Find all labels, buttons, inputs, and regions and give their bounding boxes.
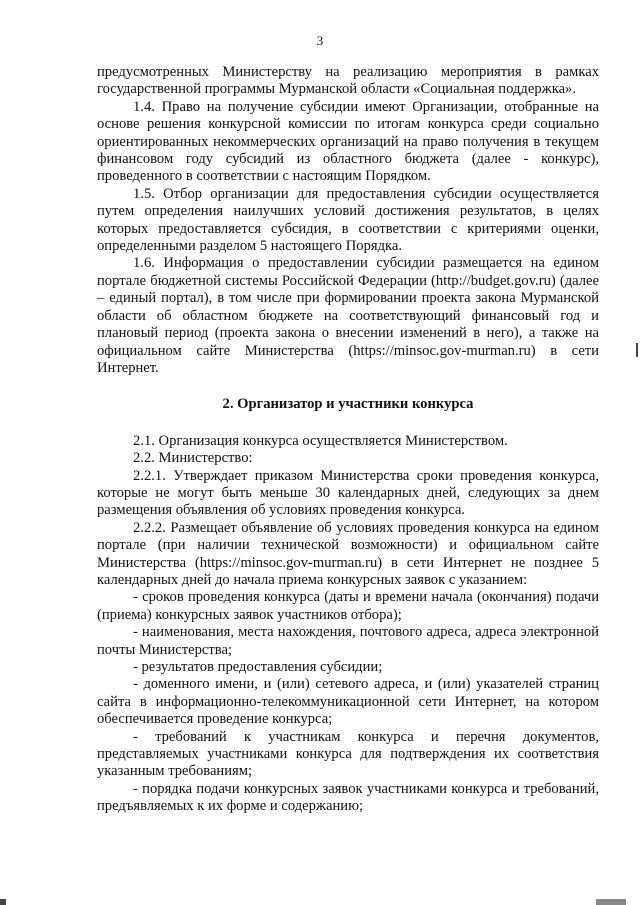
paragraph: - результатов предоставления субсидии; bbox=[133, 659, 383, 675]
paragraph: - доменного имени, и (или) сетевого адреса, и (или) указателей страниц сайта в информационно-телекоммуникационной сети Интернет, на котором обеспечивается проведение конкурса; bbox=[97, 676, 599, 728]
paragraph: 1.6. Информация о предоставлении субсидии размещается на едином портале бюджетной системы Российской Федерации (http://budget.gov.ru) (далее – единый портал), в том числе при формировании проекта закона Мурманской области об областном бюджете на соответствующий финансовый год и плановый период (проекта закона о внесении изменений в него), а также на официальном сайте Министерства (https://minsoc.gov-murman.ru) в сети Интернет. bbox=[97, 255, 599, 376]
paragraph: 2.2.1. Утверждает приказом Министерства сроки проведения конкурса, которые не могут быть меньше 30 календарных дней, следующих за днем размещения объявления об условиях проведения конкурса. bbox=[97, 467, 599, 519]
paragraph: 1.5. Отбор организации для предоставления субсидии осуществляется путем определения наилучших условий достижения результатов, в целях которых предоставляется субсидия, в соответствии с критериями оценки, определенными разделом 5 настоящего Порядка. bbox=[97, 185, 599, 255]
section-heading: 2. Организатор и участники конкурса bbox=[222, 396, 474, 413]
paragraph: - сроков проведения конкурса (даты и времени начала (окончания) подачи (приема) конкурсных заявок участников отбора); bbox=[97, 589, 599, 623]
paragraph: 1.4. Право на получение субсидии имеют Организации, отобранные на основе решения конкурсной комиссии по итогам конкурса среди социально ориентированных некоммерческих организаций на право получения в текущем финансовом году субсидий из областного бюджета (далее - конкурс), проведенного в соответствии с настоящим Порядком. bbox=[97, 98, 599, 185]
paragraph: - порядка подачи конкурсных заявок участниками конкурса и требований, предъявляемых к их форме и содержанию; bbox=[97, 780, 599, 815]
page-number: 3 bbox=[316, 33, 324, 48]
paragraph: 2.2. Министерство: bbox=[133, 450, 253, 467]
margin-mark-bottom-right bbox=[596, 899, 626, 905]
paragraph: предусмотренных Министерству на реализацию мероприятия в рамках государственной программы Мурманской области «Социальная поддержка». bbox=[97, 64, 599, 98]
margin-mark-bottom-left bbox=[0, 899, 6, 905]
paragraph: - требований к участникам конкурса и перечня документов, представляемых участниками конкурса для подтверждения их соответствия указанным требованиям; bbox=[97, 728, 599, 780]
document-body bbox=[97, 64, 599, 816]
paragraph: 2.2.2. Размещает объявление об условиях проведения конкурса на едином портале (при наличии технической возможности) и официальном сайте Министерства (https://minsoc.gov-murman.ru) в сети Интернет не позднее 5 календарных дней до начала приема конкурсных заявок с указанием: bbox=[97, 519, 599, 588]
paragraph: - наименования, места нахождения, почтового адреса, адреса электронной почты Министерства; bbox=[97, 624, 599, 658]
margin-mark-right bbox=[636, 343, 638, 357]
paragraph: 2.1. Организация конкурса осуществляется Министерством. bbox=[133, 432, 508, 449]
